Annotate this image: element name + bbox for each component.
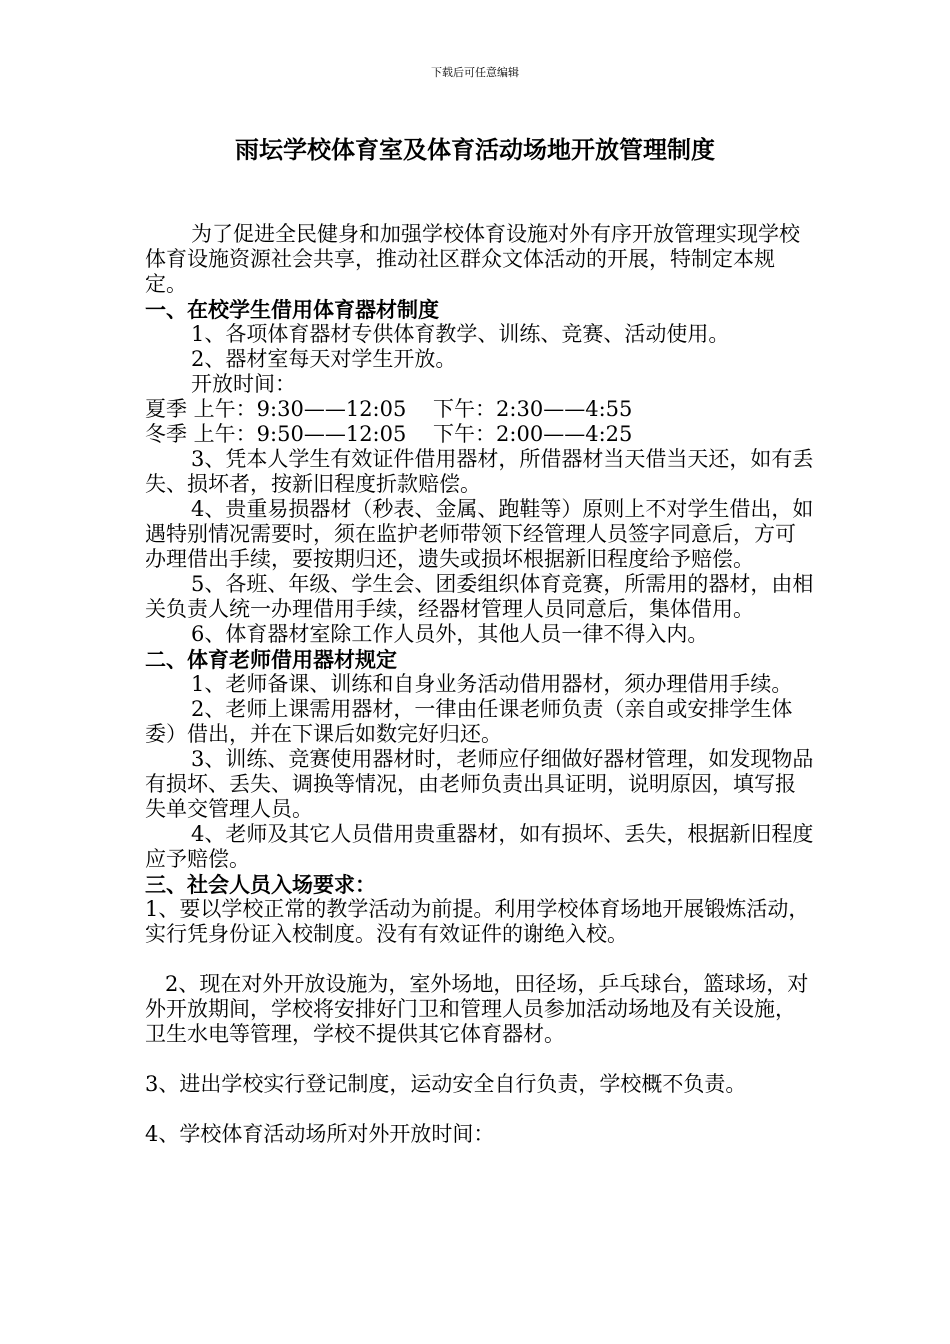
paragraph-gap bbox=[145, 1047, 815, 1072]
document-body bbox=[145, 222, 815, 1147]
paragraph-gap bbox=[145, 1097, 815, 1122]
section3-item4: 4、学校体育活动场所对外开放时间： bbox=[145, 1122, 495, 1146]
section2-item4: 4、老师及其它人员借用贵重器材，如有损坏、丢失，根据新旧程度应予赔偿。 bbox=[145, 822, 814, 871]
section1-item6: 6、体育器材室除工作人员外，其他人员一律不得入内。 bbox=[191, 622, 709, 646]
section2-heading: 二、体育老师借用器材规定 bbox=[145, 647, 397, 672]
section2-item3: 3、训练、竞赛使用器材时，老师应仔细做好器材管理，如发现物品有损坏、丢失、调换等情况，由老师负责出具证明，说明原因，填写报失单交管理人员。 bbox=[145, 747, 814, 821]
section1-item5: 5、各班、年级、学生会、团委组织体育竞赛，所需用的器材，由相关负责人统一办理借用手续，经器材管理人员同意后，集体借用。 bbox=[145, 572, 814, 621]
section2-item1: 1、老师备课、训练和自身业务活动借用器材，须办理借用手续。 bbox=[191, 672, 793, 696]
section1-heading: 一、在校学生借用体育器材制度 bbox=[145, 297, 439, 322]
section3-item1: 1、要以学校正常的教学活动为前提。利用学校体育场地开展锻炼活动，实行凭身份证入校制度。没有有效证件的谢绝入校。 bbox=[145, 897, 810, 946]
winter-hours: 冬季 上午：9:50——12:05 下午：2:00——4:25 bbox=[145, 422, 633, 446]
section3-item3: 3、进出学校实行登记制度，运动安全自行负责，学校概不负责。 bbox=[145, 1072, 747, 1096]
document-title: 雨坛学校体育室及体育活动场地开放管理制度 bbox=[235, 135, 715, 164]
intro-paragraph: 为了促进全民健身和加强学校体育设施对外有序开放管理实现学校体育设施资源社会共享，推动社区群众文体活动的开展，特制定本规定。 bbox=[145, 222, 800, 296]
summer-hours: 夏季 上午：9:30——12:05 下午：2:30——4:55 bbox=[145, 397, 633, 421]
section1-item1: 1、各项体育器材专供体育教学、训练、竞赛、活动使用。 bbox=[191, 322, 730, 346]
section2-item2: 2、老师上课需用器材，一律由任课老师负责（亲自或安排学生体委）借出，并在下课后如数完好归还。 bbox=[145, 697, 793, 746]
section3-heading: 三、社会人员入场要求： bbox=[145, 872, 376, 897]
paragraph-gap bbox=[145, 947, 815, 972]
section1-item4: 4、贵重易损器材（秒表、金属、跑鞋等）原则上不对学生借出，如遇特别情况需要时，须在监护老师带领下经管理人员签字同意后，方可办理借出手续，要按期归还，遗失或损坏根据新旧程度给予赔偿。 bbox=[145, 497, 814, 571]
open-time-label: 开放时间： bbox=[191, 372, 296, 396]
section3-item2: 2、现在对外开放设施为，室外场地，田径场，乒乓球台，篮球场，对外开放期间，学校将安排好门卫和管理人员参加活动场地及有关设施，卫生水电等管理，学校不提供其它体育器材。 bbox=[145, 972, 809, 1046]
section1-item2: 2、器材室每天对学生开放。 bbox=[191, 347, 457, 371]
section1-item3: 3、凭本人学生有效证件借用器材，所借器材当天借当天还，如有丢失、损坏者，按新旧程度折款赔偿。 bbox=[145, 447, 814, 496]
header-note: 下载后可任意编辑 bbox=[431, 66, 519, 79]
